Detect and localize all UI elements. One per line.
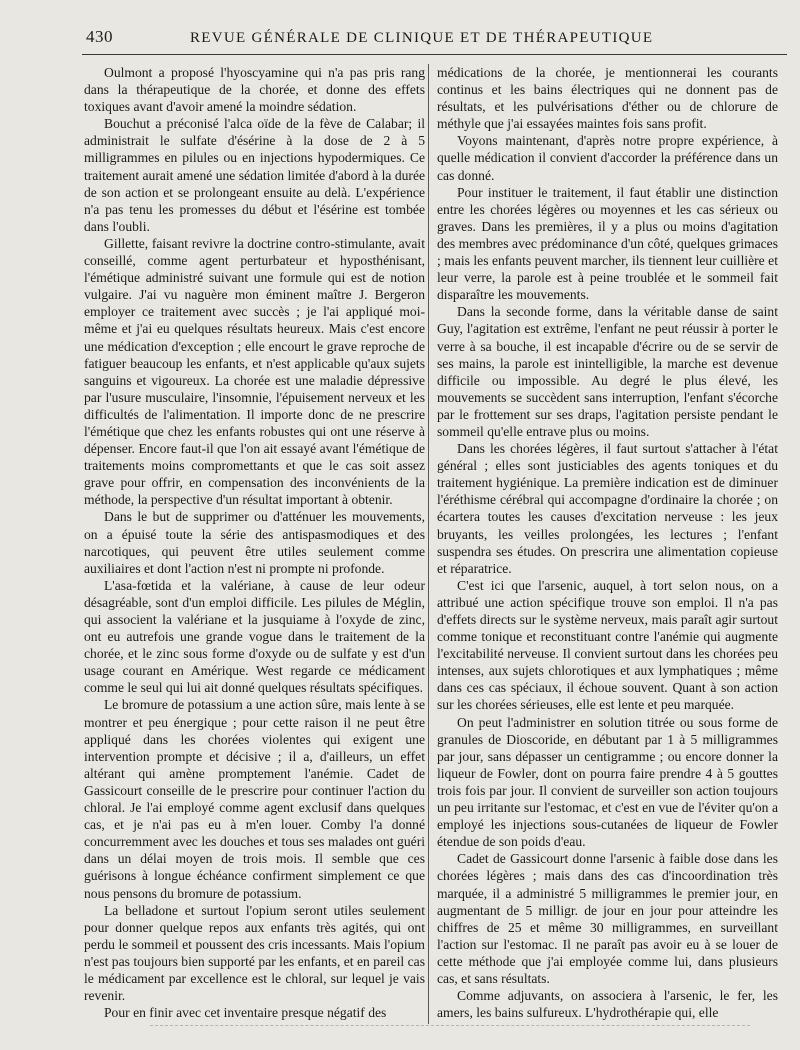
left-column (84, 64, 425, 1024)
running-title: REVUE GÉNÉRALE DE CLINIQUE ET DE THÉRAPEUTIQUE (190, 30, 654, 46)
paragraph: La belladone et surtout l'opium seront utiles seulement pour donner quelque repos aux enfants très agités, qui ont perdu le sommeil et poussent des cris incessants. Mais l'opium n'est pas toujours bien supporté par les enfants, et en pareil cas le médicament par excellence est le chloral, sur lequel je vais revenir. (84, 902, 425, 1004)
header-rule (82, 54, 787, 55)
bleed-through-line (150, 1025, 750, 1027)
page-header (0, 0, 800, 60)
right-column (437, 64, 778, 1024)
paragraph: On peut l'administrer en solution titrée ou sous forme de granules de Dioscoride, en débutant par 1 à 5 milligrammes par jour, sans dépasser un centigramme ; ou encore donner la liqueur de Fowler, dont on pourra faire prendre 4 à 5 gouttes trois fois par jour. Il convient de surveiller son action toujours un peu irritante sur l'estomac, et c'est en vue de l'éviter qu'on a employé les injections sous-cutanées de liqueur de Fowler étendue de son poids d'eau. (437, 714, 778, 850)
paragraph-continued: médications de la chorée, je mentionnerai les courants continus et les bains électriques qui ne donnent pas de résultats, et les pulvérisations d'éther ou de chlorure de méthyle que j'ai essayées maintes fois sans profit. (437, 65, 778, 132)
paragraph: Bouchut a préconisé l'alca oïde de la fève de Calabar; il administrait le sulfate d'ésérine à la dose de 2 à 5 milligrammes en pilules ou en injections hypodermiques. Ce traitement aurait amené une sédation limitée d'abord à la durée de son action et se prolongeant ensuite au delà. L'expérience n'a pas tenu les promesses du début et l'ésérine est tombée dans l'oubli. (84, 116, 426, 234)
paragraph: Gillette, faisant revivre la doctrine contro-stimulante, avait conseillé, comme agent perturbateur et hyposthénisant, l'émétique administré suivant une formule qui est de notion vulgaire. J'ai vu naguère mon éminent maître J. Bergeron employer ce traitement avec succès ; je l'ai appliqué moi-même et j'ai eu quelques résultats heureux. Mais c'est encore une médication d'exception ; elle encourt le grave reproche de fatiguer beaucoup les enfants, et n'est applicable qu'aux sujets sanguins et vigoureux. La chorée est une maladie dépressive par l'usure musculaire, l'insomnie, l'épuisement nerveux et les difficultés de l'alimentation. Il importe donc de ne prescrire l'émétique que chez les enfants robustes qui ont une réserve à dépenser. Encore faut-il que l'on ait essayé avant l'émétique de traitements moins compromettants et que le cas soit assez grave pour offrir, en compensation des inconvénients de la méthode, la perspective d'un résultat important à obtenir. (84, 235, 425, 508)
paragraph: Cadet de Gassicourt donne l'arsenic à faible dose dans les chorées légères ; mais dans des cas d'incoordination très marquée, il a administré 5 milligrammes le premier jour, en augmentant de 5 milligr. de jour en jour pour atteindre les chiffres de 25 et même 30 milligrammes, en surveillant l'action sur l'estomac. Il ne paraît pas avoir eu à se louer de cette méthode que j'ai employée comme lui, dans plusieurs cas, et sans résultats. (437, 851, 778, 986)
paragraph: Dans le but de supprimer ou d'atténuer les mouvements, on a épuisé toute la série des antispasmodiques et des narcotiques, qui peuvent être utiles seulement comme auxiliaires et dont l'action n'est ni prompte ni profonde. (84, 509, 425, 576)
page-number: 430 (86, 27, 113, 46)
paragraph: Le bromure de potassium a une action sûre, mais lente à se montrer et peu énergique ; pour cette raison il ne peut être appliqué dans les chorées violentes qui exigent une intervention prompte et décisive ; il a, d'ailleurs, un effet altérant qui amène promptement l'anémie. Cadet de Gassicourt conseille de le prescrire pour continuer l'action du chloral. Je l'ai employé comme agent exclusif dans quelques cas, et je n'ai pas eu à m'en louer. Comby l'a donné concurremment avec les douches et tous ses malades ont guéri dans un délai moyen de trois mois. Il semble que ces guérisons à longue échéance confirment simplement ce que nous pensons du bromure de potassium. (84, 697, 425, 901)
paragraph: Dans la seconde forme, dans la véritable danse de saint Guy, l'agitation est extrême, l'enfant ne peut réussir à porter le verre à sa bouche, il est incapable d'écrire ou de se servir de ses mains, la parole est inintelligible, la marche est devenue difficile ou impossible. Au degré le plus élevé, les mouvements se succèdent sans interruption, l'enfant s'écorche par le frottement sur ses draps, l'agitation persiste pendant le sommeil qu'elle entrave plus ou moins. (437, 304, 778, 439)
column-divider (428, 64, 429, 1024)
paragraph: C'est ici que l'arsenic, auquel, à tort selon nous, on a attribué une action spécifique trouve son emploi. Il n'a pas d'effets directs sur le système nerveux, mais paraît agir surtout comme tonique et reconstituant contre l'anémie qui augmente l'excitabilité nerveuse. Il convient surtout dans les chorées peu intenses, aux sujets chlorotiques et aux lymphatiques ; même dans ces cas spéciaux, il échoue souvent. Quant à son action sur les chorées sérieuses, elle est lente et peu marquée. (437, 577, 778, 713)
paragraph: Voyons maintenant, d'après notre propre expérience, à quelle médication il convient d'accorder la préférence dans un cas donné. (437, 133, 778, 183)
paragraph: L'asa-fœtida et la valériane, à cause de leur odeur désagréable, sont d'un emploi difficile. Les pilules de Méglin, qui associent la valériane et la jusquiame à l'oxyde de zinc, ont eu autrefois une grande vogue dans le traitement de la chorée, et le zinc sous forme d'oxyde ou de sulfate y est d'un usage courant en Amérique. West regarde ce médicament comme le seul qui lui ait donné quelques résultats spécifiques. (84, 577, 425, 696)
paragraph: Pour en finir avec cet inventaire presque négatif des (104, 1005, 387, 1021)
paragraph: Pour instituer le traitement, il faut établir une distinction entre les chorées légères ou moyennes et les cas sérieux ou graves. Dans les premières, il y a plus ou moins d'agitation des membres avec prédominance d'un côté, quelques grimaces ; mais les enfants peuvent marcher, ils tiennent leur cuillière et leur verre, la parole est à peine troublée et le sommeil fait disparaître les mouvements. (437, 184, 778, 303)
paragraph: Dans les chorées légères, il faut surtout s'attacher à l'état général ; elles sont justiciables des agents toniques et du traitement hygiénique. La première indication est de diminuer l'éréthisme cérébral qui accompagne d'ordinaire la chorée ; on écartera toutes les causes d'excitation nerveuse : les jeux bruyants, les veilles prolongées, les lectures ; l'enfant suspendra ses études. On prescrira une alimentation copieuse et réparatrice. (437, 441, 778, 576)
paragraph: Oulmont a proposé l'hyoscyamine qui n'a pas pris rang dans la thérapeutique de la chorée, et donne des effets toxiques avant d'avoir amené la moindre sédation. (84, 65, 425, 115)
paragraph: Comme adjuvants, on associera à l'arsenic, le fer, les amers, les bains sulfureux. L'hydrothérapie qui, elle (437, 988, 778, 1021)
